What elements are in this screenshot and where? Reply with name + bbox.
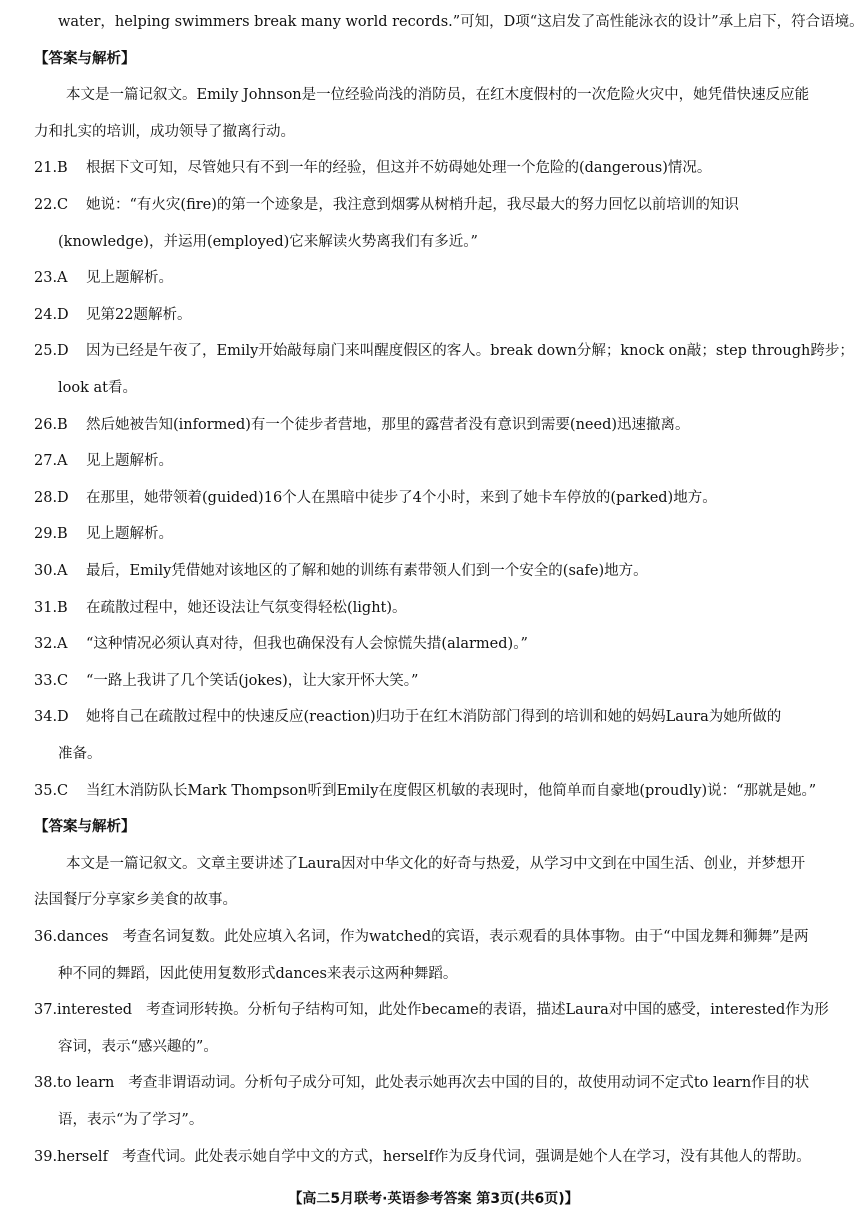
text-line: water，helping swimmers break many world records.”可知，D项“这启发了高性能泳衣的设计”承上启下，符合语境。 <box>58 14 864 30</box>
answer-explanation: 她将自己在疏散过程中的快速反应(reaction)归功于在红木消防部门得到的培训和她的妈妈Laura为她所做的 <box>86 709 782 725</box>
answer-number: 32.A <box>34 636 68 652</box>
text-line: 法国餐厅分享家乡美食的故事。 <box>34 892 237 908</box>
answer-item <box>34 1000 867 1020</box>
answer-item <box>34 341 867 361</box>
text-line: 本文是一篇记叙文。Emily Johnson是一位经验尚浅的消防员，在红木度假村的一次危险火灾中，她凭借快速反应能 <box>66 87 810 103</box>
answer-item <box>34 1147 867 1167</box>
text-line: (knowledge)，并运用(employed)它来解读火势离我们有多近。” <box>58 234 478 250</box>
answer-explanation: 见上题解析。 <box>86 453 173 469</box>
text-line: 力和扎实的培训，成功领导了撤离行动。 <box>34 124 295 140</box>
answer-explanation: 见上题解析。 <box>86 526 173 542</box>
answer-number: 31.B <box>34 600 68 616</box>
text-line: 容词，表示“感兴趣的”。 <box>58 1039 218 1055</box>
section-heading: 【答案与解析】 <box>34 51 136 67</box>
answer-item <box>34 195 867 215</box>
answer-number: 25.D <box>34 343 69 359</box>
answer-item <box>34 781 867 801</box>
page-footer: 【高二5月联考·英语参考答案 第3页(共6页)】 <box>288 1191 579 1207</box>
answer-number: 23.A <box>34 270 68 286</box>
text-line: 种不同的舞蹈，因此使用复数形式dances来表示这两种舞蹈。 <box>58 966 458 982</box>
answer-explanation: 根据下文可知，尽管她只有不到一年的经验，但这并不妨碍她处理一个危险的(dangerous)情况。 <box>86 160 712 176</box>
answer-item <box>34 1073 867 1093</box>
text-line: 本文是一篇记叙文。文章主要讲述了Laura因对中华文化的好奇与热爱，从学习中文到在中国生活、创业，并梦想开 <box>66 856 806 872</box>
answer-explanation: 考查代词。此处表示她自学中文的方式，herself作为反身代词，强调是她个人在学习，没有其他人的帮助。 <box>121 1149 811 1165</box>
answer-number: 24.D <box>34 307 69 323</box>
answer-number: 38.to learn <box>34 1075 115 1091</box>
answer-explanation: “一路上我讲了几个笑话(jokes)，让大家开怀大笑。” <box>86 673 419 689</box>
answer-number: 39.herself <box>34 1149 108 1165</box>
answer-number: 22.C <box>34 197 69 213</box>
answer-number: 28.D <box>34 490 69 506</box>
answer-number: 37.interested <box>34 1002 133 1018</box>
answer-item <box>34 634 867 654</box>
answer-number: 30.A <box>34 563 68 579</box>
text-line: look at看。 <box>58 380 137 396</box>
answer-item <box>34 671 867 691</box>
answer-explanation: 考查名词复数。此处应填入名词，作为watched的宾语，表示观看的具体事物。由于“中国龙舞和狮舞”是两 <box>122 929 809 945</box>
answer-explanation: 见第22题解析。 <box>86 307 192 323</box>
section-heading: 【答案与解析】 <box>34 819 136 835</box>
answer-explanation: 在疏散过程中，她还设法让气氛变得轻松(light)。 <box>86 600 407 616</box>
answer-item <box>34 268 867 288</box>
text-line: 语，表示“为了学习”。 <box>58 1112 204 1128</box>
answer-explanation: 考查词形转换。分析句子结构可知，此处作became的表语，描述Laura对中国的感受，interested作为形 <box>146 1002 829 1018</box>
answer-explanation: 当红木消防队长Mark Thompson听到Emily在度假区机敏的表现时，他简单而自豪地(proudly)说：“那就是她。” <box>86 783 817 799</box>
text-line: 准备。 <box>58 746 102 762</box>
answer-explanation: 因为已经是午夜了，Emily开始敲每扇门来叫醒度假区的客人。break down分解；knock on敲；step through跨步； <box>86 343 854 359</box>
answer-number: 21.B <box>34 160 68 176</box>
answer-explanation: 她说：“有火灾(fire)的第一个迹象是，我注意到烟雾从树梢升起，我尽最大的努力回忆以前培训的知识 <box>86 197 739 213</box>
answer-item <box>34 305 867 325</box>
answer-explanation: 最后，Emily凭借她对该地区的了解和她的训练有素带领人们到一个安全的(safe)地方。 <box>86 563 648 579</box>
answer-item <box>34 158 867 178</box>
answer-item <box>34 488 867 508</box>
answer-item <box>34 707 867 727</box>
answer-item <box>34 927 867 947</box>
answer-explanation: 在那里，她带领着(guided)16个人在黑暗中徒步了4个小时，来到了她卡车停放的(parked)地方。 <box>86 490 717 506</box>
answer-explanation: 考查非谓语动词。分析句子成分可知，此处表示她再次去中国的目的，故使用动词不定式to learn作目的状 <box>128 1075 810 1091</box>
answer-item <box>34 415 867 435</box>
answer-explanation: 然后她被告知(informed)有一个徒步者营地，那里的露营者没有意识到需要(need)迅速撤离。 <box>86 417 690 433</box>
answer-item <box>34 561 867 581</box>
answer-explanation: “这种情况必须认真对待，但我也确保没有人会惊慌失措(alarmed)。” <box>86 636 528 652</box>
answer-item <box>34 451 867 471</box>
answer-number: 29.B <box>34 526 68 542</box>
answer-number: 35.C <box>34 783 69 799</box>
answer-explanation: 见上题解析。 <box>86 270 173 286</box>
answer-number: 26.B <box>34 417 68 433</box>
answer-number: 34.D <box>34 709 69 725</box>
answer-number: 36.dances <box>34 929 109 945</box>
answer-item <box>34 598 867 618</box>
answer-number: 27.A <box>34 453 68 469</box>
answer-number: 33.C <box>34 673 69 689</box>
answer-item <box>34 524 867 544</box>
